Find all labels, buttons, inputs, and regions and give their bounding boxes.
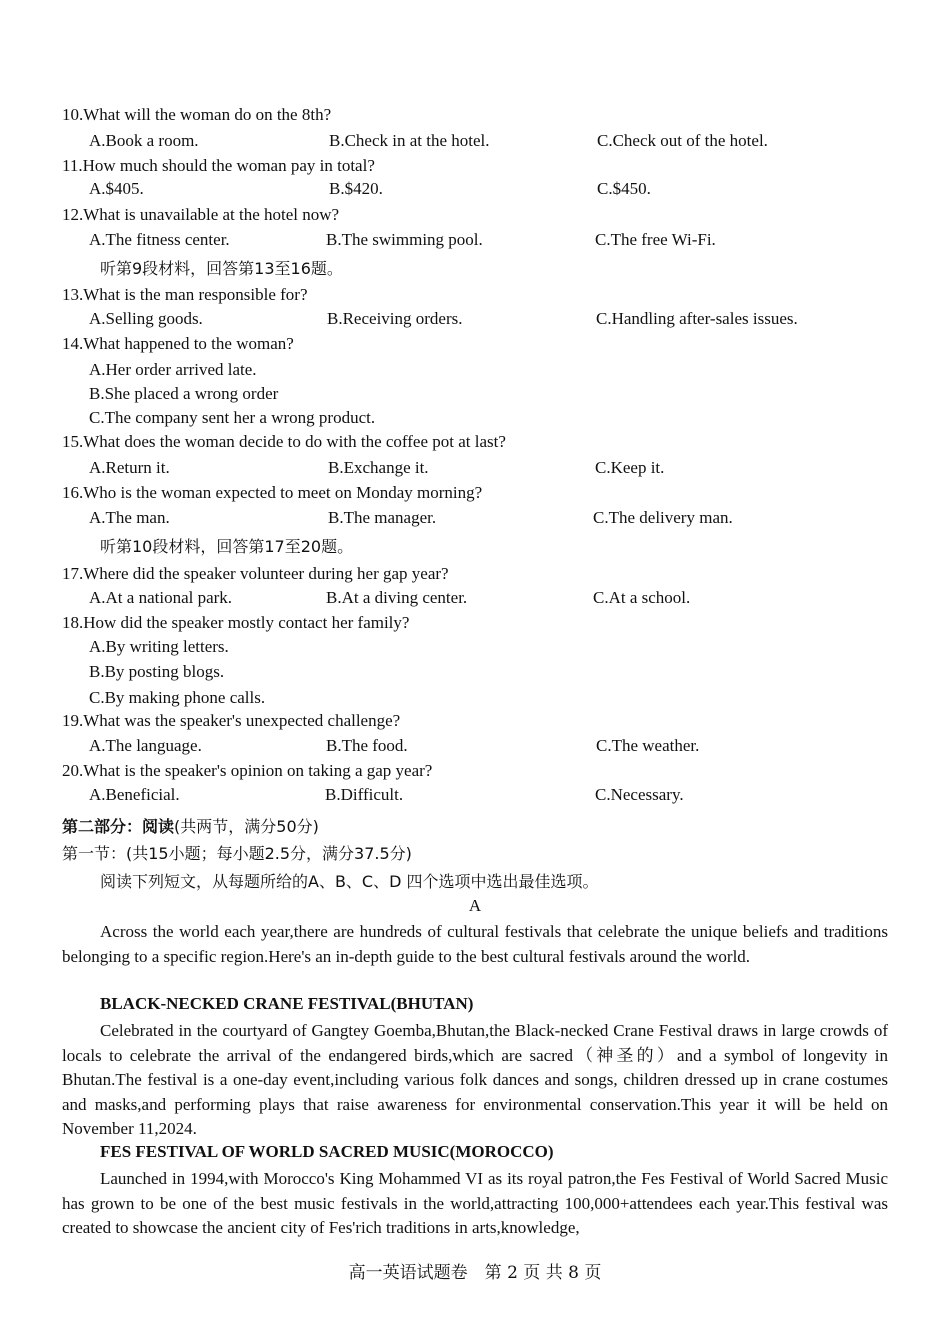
- question-12-option-c: C.The free Wi-Fi.: [595, 230, 716, 249]
- question-10-option-b: B.Check in at the hotel.: [329, 131, 490, 150]
- question-18-option-a: A.By writing letters.: [89, 637, 229, 656]
- question-19-option-b: B.The food.: [326, 736, 408, 755]
- question-11-option-b: B.$420.: [329, 179, 383, 198]
- question-16-option-b: B.The manager.: [328, 508, 437, 527]
- question-14-option-b: B.She placed a wrong order: [89, 384, 279, 403]
- passage-heading-2: FES FESTIVAL OF WORLD SACRED MUSIC(MOROCCO): [100, 1142, 554, 1161]
- question-15-option-b: B.Exchange it.: [328, 458, 429, 477]
- part-2-title-rest: (共两节，满分50分): [174, 817, 319, 836]
- question-15-option-a: A.Return it.: [89, 458, 170, 477]
- question-10-option-a: A.Book a room.: [89, 131, 199, 150]
- question-14-stem: 14.What happened to the woman?: [62, 334, 294, 353]
- question-13-stem: 13.What is the man responsible for?: [62, 285, 308, 304]
- question-11-option-a: A.$405.: [89, 179, 144, 198]
- page-footer: 高一英语试题卷 第 2 页 共 8 页: [348, 1263, 602, 1283]
- material-10-instruction: 听第10段材料，回答第17至20题。: [100, 537, 354, 556]
- reading-instruction: 阅读下列短文，从每题所给的A、B、C、D 四个选项中选出最佳选项。: [100, 872, 599, 891]
- question-17-option-a: A.At a national park.: [89, 588, 233, 607]
- question-20-option-c: C.Necessary.: [595, 785, 684, 804]
- question-17-option-c: C.At a school.: [593, 588, 691, 607]
- material-9-instruction: 听第9段材料，回答第13至16题。: [100, 259, 343, 278]
- question-11-stem: 11.How much should the woman pay in total?: [62, 156, 375, 175]
- part-2-title: [62, 816, 319, 838]
- section-1-title: 第一节：(共15小题；每小题2.5分，满分37.5分): [62, 844, 412, 863]
- question-18-option-c: C.By making phone calls.: [89, 688, 266, 707]
- question-18-stem: 18.How did the speaker mostly contact her family?: [62, 613, 410, 632]
- question-20-option-a: A.Beneficial.: [89, 785, 180, 804]
- question-16-option-c: C.The delivery man.: [593, 508, 733, 527]
- question-17-option-b: B.At a diving center.: [326, 588, 468, 607]
- question-13-option-b: B.Receiving orders.: [327, 309, 463, 328]
- question-15-stem: 15.What does the woman decide to do with the coffee pot at last?: [62, 432, 506, 451]
- question-13-option-a: A.Selling goods.: [89, 309, 203, 328]
- question-18-option-b: B.By posting blogs.: [89, 662, 225, 681]
- passage-paragraph-1: Celebrated in the courtyard of Gangtey Goemba,Bhutan,the Black-necked Crane Festival draws in large crowds of locals to celebrate the arrival of the endangered birds,which are sacred（神圣的）and a symbol of longevity in Bhutan.The festival is a one-day event,including various folk dances and songs, children dressed up in crane costumes and masks,and performing plays that raise awareness for environmental conservation.This year it will be held on November 11,2024.: [62, 1021, 888, 1138]
- passage-letter: A: [468, 896, 482, 915]
- question-12-option-b: B.The swimming pool.: [326, 230, 483, 249]
- question-20-option-b: B.Difficult.: [325, 785, 404, 804]
- question-19-option-a: A.The language.: [89, 736, 202, 755]
- question-20-stem: 20.What is the speaker's opinion on taking a gap year?: [62, 761, 433, 780]
- question-10-stem: 10.What will the woman do on the 8th?: [62, 105, 332, 124]
- question-16-option-a: A.The man.: [89, 508, 170, 527]
- passage-heading-1: BLACK-NECKED CRANE FESTIVAL(BHUTAN): [100, 994, 474, 1013]
- question-13-option-c: C.Handling after-sales issues.: [596, 309, 798, 328]
- question-15-option-c: C.Keep it.: [595, 458, 665, 477]
- question-11-option-c: C.$450.: [597, 179, 651, 198]
- passage-paragraph-2: Launched in 1994,with Morocco's King Mohammed VI as its royal patron,the Fes Festival of World Sacred Music has grown to be one of the best music festivals in the world,attracting 100,000+attendees each year.This festival was created to showcase the ancient city of Fes'rich traditions in arts,knowledge,: [62, 1169, 888, 1237]
- question-12-option-a: A.The fitness center.: [89, 230, 230, 249]
- question-14-option-c: C.The company sent her a wrong product.: [89, 408, 376, 427]
- question-19-option-c: C.The weather.: [596, 736, 700, 755]
- question-19-stem: 19.What was the speaker's unexpected challenge?: [62, 711, 401, 730]
- passage-intro: Across the world each year,there are hundreds of cultural festivals that celebrate the unique beliefs and traditions belonging to a specific region.Here's an in-depth guide to the best cultural festivals around the world.: [62, 922, 888, 966]
- question-14-option-a: A.Her order arrived late.: [89, 360, 257, 379]
- part-2-title-bold: 第二部分：阅读: [62, 817, 175, 836]
- question-17-stem: 17.Where did the speaker volunteer during her gap year?: [62, 564, 449, 583]
- question-16-stem: 16.Who is the woman expected to meet on Monday morning?: [62, 483, 483, 502]
- question-10-option-c: C.Check out of the hotel.: [597, 131, 768, 150]
- question-12-stem: 12.What is unavailable at the hotel now?: [62, 205, 340, 224]
